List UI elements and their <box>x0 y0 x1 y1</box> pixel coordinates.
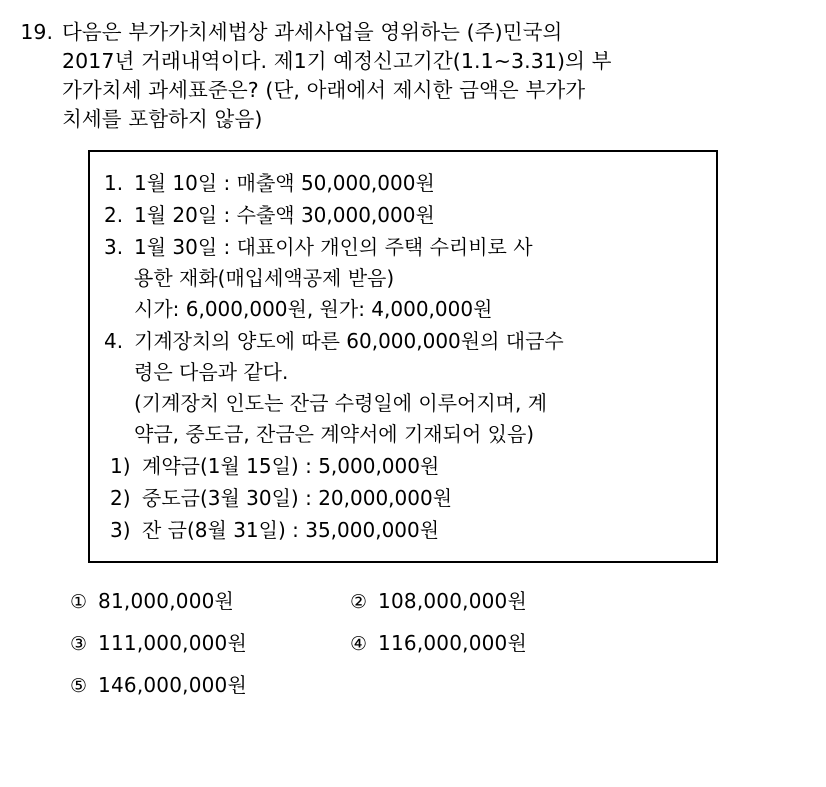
answer-choice-2[interactable] <box>350 585 527 614</box>
transaction-detail-box <box>88 150 718 563</box>
choice-marker-icon: ⑤ <box>70 675 88 698</box>
box-item-body <box>134 168 704 198</box>
choice-row <box>70 669 770 698</box>
question-line: 다음은 부가가치세법상 과세사업을 영위하는 (주)민국의 <box>62 20 563 44</box>
choice-label: 116,000,000원 <box>378 631 528 656</box>
choice-label: 146,000,000원 <box>98 673 248 698</box>
box-list-item <box>104 326 704 449</box>
question-line: 가가치세 과세표준은? (단, 아래에서 제시한 금액은 부가가 <box>62 78 586 103</box>
box-item-line: 잔 금(8월 31일) : 35,000,000원 <box>142 518 440 543</box>
box-list-item <box>104 232 704 324</box>
box-item-body <box>134 200 704 230</box>
box-item-line: 용한 재화(매입세액공제 받음) <box>134 266 395 291</box>
choice-label: 81,000,000원 <box>98 589 235 614</box>
answer-choice-5[interactable] <box>70 669 350 698</box>
box-item-line: 중도금(3월 30일) : 20,000,000원 <box>142 486 453 511</box>
choice-row <box>70 585 770 614</box>
box-item-marker: 3. <box>104 235 124 260</box>
choice-label: 111,000,000원 <box>98 631 248 656</box>
choice-marker-icon: ④ <box>350 633 368 656</box>
box-sub-item <box>104 483 704 513</box>
answer-choice-4[interactable] <box>350 627 527 656</box>
box-item-marker: 3) <box>110 518 131 543</box>
box-sub-item <box>104 451 704 481</box>
choice-marker-icon: ③ <box>70 633 88 656</box>
box-item-marker: 4. <box>104 329 124 354</box>
box-item-line: 1월 20일 : 수출액 30,000,000원 <box>134 203 435 228</box>
box-item-marker: 2. <box>104 203 124 228</box>
choice-row <box>70 627 770 656</box>
question-line: 2017년 거래내역이다. 제1기 예정신고기간(1.1~3.31)의 부 <box>62 49 612 74</box>
question-stem <box>20 18 806 134</box>
answer-choices <box>70 585 770 698</box>
box-item-marker: 1. <box>104 171 124 196</box>
answer-choice-3[interactable] <box>70 627 350 656</box>
box-item-body <box>134 326 704 449</box>
box-item-line: 기계장치의 양도에 따른 60,000,000원의 대금수 <box>134 329 564 354</box>
question-line: 치세를 포함하지 않음) <box>62 107 263 132</box>
box-item-marker: 1) <box>110 454 131 479</box>
box-item-body <box>142 515 704 545</box>
box-item-line: 1월 10일 : 매출액 50,000,000원 <box>134 171 435 196</box>
box-item-body <box>142 483 704 513</box>
choice-marker-icon: ① <box>70 591 88 614</box>
box-item-line: 시가: 6,000,000원, 원가: 4,000,000원 <box>134 297 493 322</box>
box-item-line: 약금, 중도금, 잔금은 계약서에 기재되어 있음) <box>134 422 535 447</box>
choice-marker-icon: ② <box>350 591 368 614</box>
question-text <box>62 18 752 134</box>
box-item-line: 1월 30일 : 대표이사 개인의 주택 수리비로 사 <box>134 235 533 260</box>
box-item-line: 령은 다음과 같다. <box>134 360 289 385</box>
box-item-line: (기계장치 인도는 잔금 수령일에 이루어지며, 계 <box>134 391 548 416</box>
question-number: 19. <box>20 20 53 44</box>
box-sub-item <box>104 515 704 545</box>
box-item-marker: 2) <box>110 486 131 511</box>
answer-choice-1[interactable] <box>70 585 350 614</box>
box-item-line: 계약금(1월 15일) : 5,000,000원 <box>142 454 440 479</box>
box-list-item <box>104 168 704 198</box>
box-item-body <box>142 451 704 481</box>
box-list-item <box>104 200 704 230</box>
box-item-body <box>134 232 704 324</box>
choice-label: 108,000,000원 <box>378 589 528 614</box>
